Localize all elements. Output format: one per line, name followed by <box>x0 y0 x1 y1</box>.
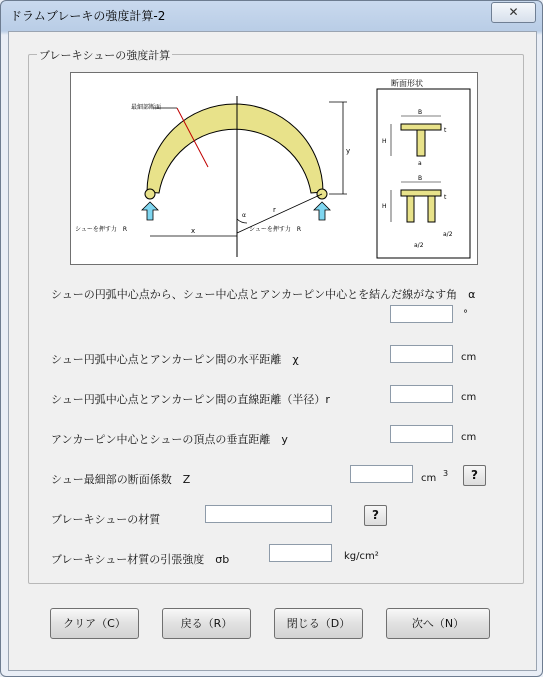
y-distance-unit: cm <box>461 432 477 443</box>
pi-section-web-right <box>428 196 435 222</box>
alpha-label: シューの円弧中心点から、シュー中心点とアンカーピン中心とを結んだ線がなす角 α <box>51 288 476 301</box>
t-section-b-label: B <box>418 109 423 116</box>
t-section-t-label: t <box>444 127 447 134</box>
x-dimension-label: x <box>191 227 196 235</box>
tensile-strength-label: ブレーキシュー材質の引張強度 σb <box>51 553 230 566</box>
brake-shoe-diagram <box>70 72 478 265</box>
section-modulus-label: シュー最細部の断面係数 Z <box>51 473 191 486</box>
t-section-web <box>417 130 425 156</box>
window-close-button[interactable] <box>491 2 536 23</box>
x-distance-input[interactable] <box>390 345 453 363</box>
y-distance-label: アンカーピン中心とシューの頂点の垂直距離 y <box>51 433 288 446</box>
section-title: 断面形状 <box>391 79 423 88</box>
r-distance-input[interactable] <box>390 385 453 403</box>
push-force-label-left: シューを押す力 R <box>75 226 128 233</box>
r-distance-unit: cm <box>461 392 477 403</box>
pi-section-b-label: B <box>418 175 423 182</box>
clear-button[interactable]: クリア（C） <box>50 608 139 639</box>
section-modulus-unit-exponent: 3 <box>443 469 449 478</box>
r-label: r <box>273 206 276 214</box>
section-modulus-help-button[interactable]: ? <box>463 465 486 486</box>
next-button[interactable]: 次へ（N） <box>386 608 490 639</box>
y-distance-input[interactable] <box>390 425 453 443</box>
close-button[interactable]: 閉じる（D） <box>274 608 363 639</box>
t-section-h-label: H <box>382 138 387 145</box>
thinnest-section-label: 最細部断面 <box>131 104 162 111</box>
alpha-arc <box>237 219 247 223</box>
material-help-button[interactable]: ? <box>364 505 387 526</box>
brake-shoe-strength-group <box>28 49 524 584</box>
tensile-strength-input[interactable] <box>269 544 332 562</box>
group-label: ブレーキシューの強度計算 <box>39 49 171 62</box>
x-distance-label: シュー円弧中心点とアンカーピン間の水平距離 χ <box>51 353 299 366</box>
left-pin <box>145 189 155 199</box>
pi-section-h-label: H <box>382 203 387 210</box>
close-icon: ✕ <box>508 5 519 19</box>
left-force-arrow <box>142 202 158 220</box>
dialog-client-area <box>8 31 537 671</box>
alpha-label: α <box>242 212 246 219</box>
pi-section-a-half-right: a/2 <box>443 231 453 238</box>
section-modulus-unit: cm <box>421 473 437 484</box>
t-section-flange <box>401 124 441 130</box>
y-dimension-label: y <box>346 147 351 155</box>
r-distance-label: シュー円弧中心点とアンカーピン間の直線距離（半径）r <box>51 393 330 406</box>
window-title: ドラムブレーキの強度計算-2 <box>10 9 166 23</box>
material-label: ブレーキシューの材質 <box>51 513 161 526</box>
back-button[interactable]: 戻る（R） <box>162 608 251 639</box>
alpha-unit: ° <box>463 309 468 320</box>
tensile-strength-unit: kg/cm² <box>344 551 379 562</box>
alpha-input[interactable] <box>390 305 453 323</box>
pi-section-web-left <box>407 196 414 222</box>
pi-section-a-half-bottom: a/2 <box>414 242 424 249</box>
section-modulus-input[interactable] <box>350 465 413 483</box>
section-panel <box>377 89 470 258</box>
material-input[interactable] <box>205 505 332 523</box>
pi-section-flange <box>401 190 441 196</box>
t-section-a-label: a <box>418 160 422 167</box>
diagram-svg <box>71 73 477 264</box>
title-bar <box>1 1 542 31</box>
push-force-label-right: シューを押す力 R <box>249 226 302 233</box>
pi-section-t-label: t <box>444 194 447 201</box>
x-distance-unit: cm <box>461 352 477 363</box>
brake-shoe-arc <box>147 104 323 193</box>
right-force-arrow <box>314 202 330 220</box>
